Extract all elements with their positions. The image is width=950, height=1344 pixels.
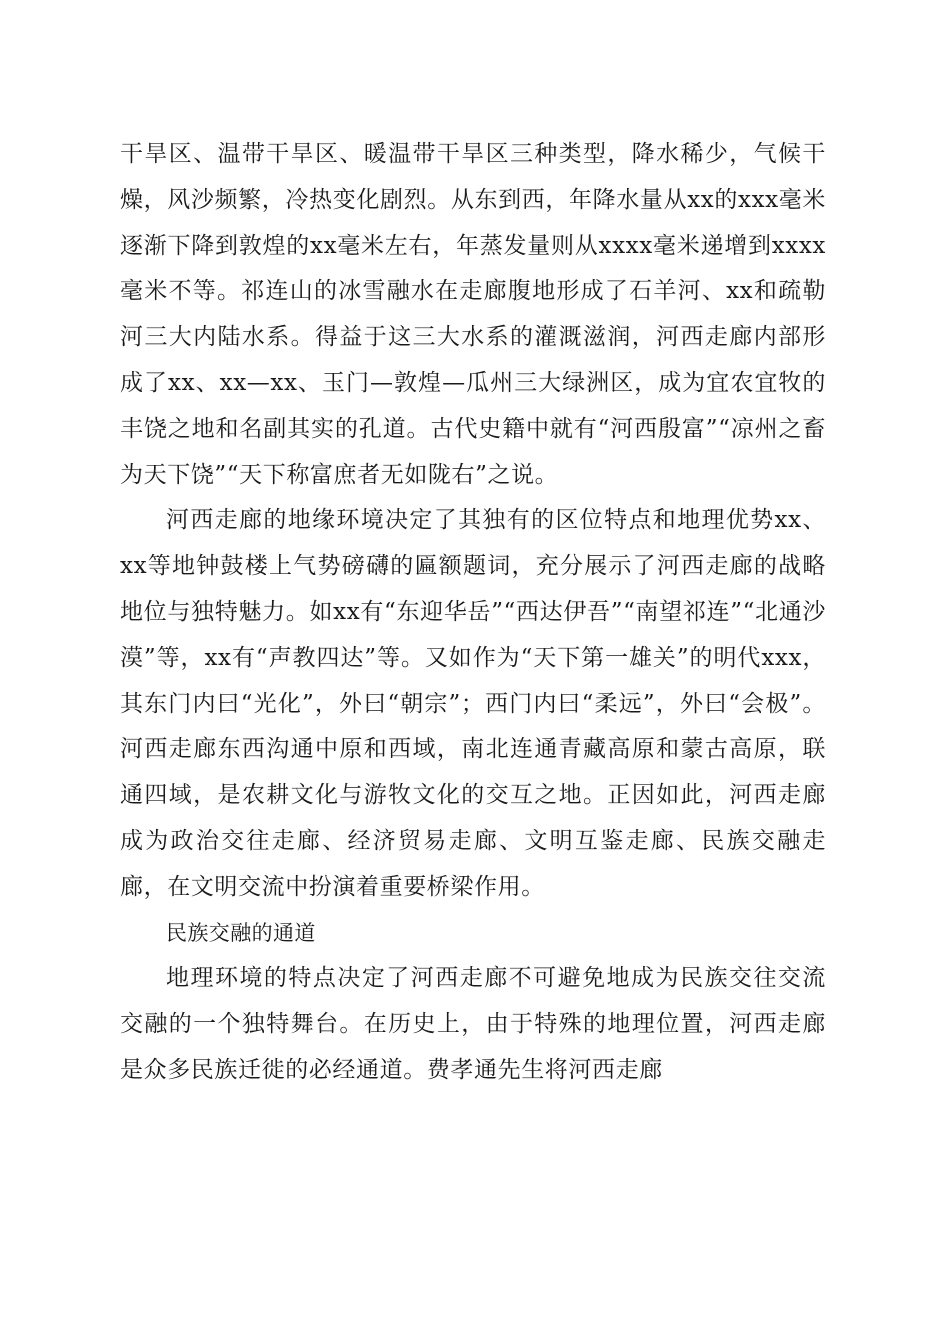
paragraph-continuation: 干旱区、温带干旱区、暖温带干旱区三种类型，降水稀少，气候干燥，风沙频繁，冷热变化剧烈。从东到西，年降水量从xx的xxx毫米逐渐下降到敦煌的xx毫米左右，年蒸发量则从xxxx毫米递增到xxxx毫米不等。祁连山的冰雪融水在走廊腹地形成了石羊河、xx和疏勒河三大内陆水系。得益于这三大水系的灌溉滋润，河西走廊内部形成了xx、xx—xx、玉门—敦煌—瓜州三大绿洲区，成为宜农宜牧的丰饶之地和名副其实的孔道。古代史籍中就有“河西殷富”“凉州之畜为天下饶”“天下称富庶者无如陇右”之说。	[120, 141, 826, 488]
paragraph-ethnic-passage: 地理环境的特点决定了河西走廊不可避免地成为民族交往交流交融的一个独特舞台。在历史上，由于特殊的地理位置，河西走廊是众多民族迁徙的必经通道。费孝通先生将河西走廊	[120, 965, 826, 1083]
section-heading: 民族交融的通道	[166, 920, 316, 945]
document-body	[120, 132, 826, 1094]
paragraph-geographic-advantage: 河西走廊的地缘环境决定了其独有的区位特点和地理优势xx、xx等地钟鼓楼上气势磅礴的匾额题词，充分展示了河西走廊的战略地位与独特魅力。如xx有“东迎华岳”“西达伊吾”“南望祁连”“北通沙漠”等，xx有“声教四达”等。又如作为“天下第一雄关”的明代xxx，其东门内曰“光化”，外曰“朝宗”；西门内曰“柔远”，外曰“会极”。河西走廊东西沟通中原和西域，南北连通青藏高原和蒙古高原，联通四域，是农耕文化与游牧文化的交互之地。正因如此，河西走廊成为政治交往走廊、经济贸易走廊、文明互鉴走廊、民族交融走廊，在文明交流中扮演着重要桥梁作用。	[120, 507, 826, 900]
